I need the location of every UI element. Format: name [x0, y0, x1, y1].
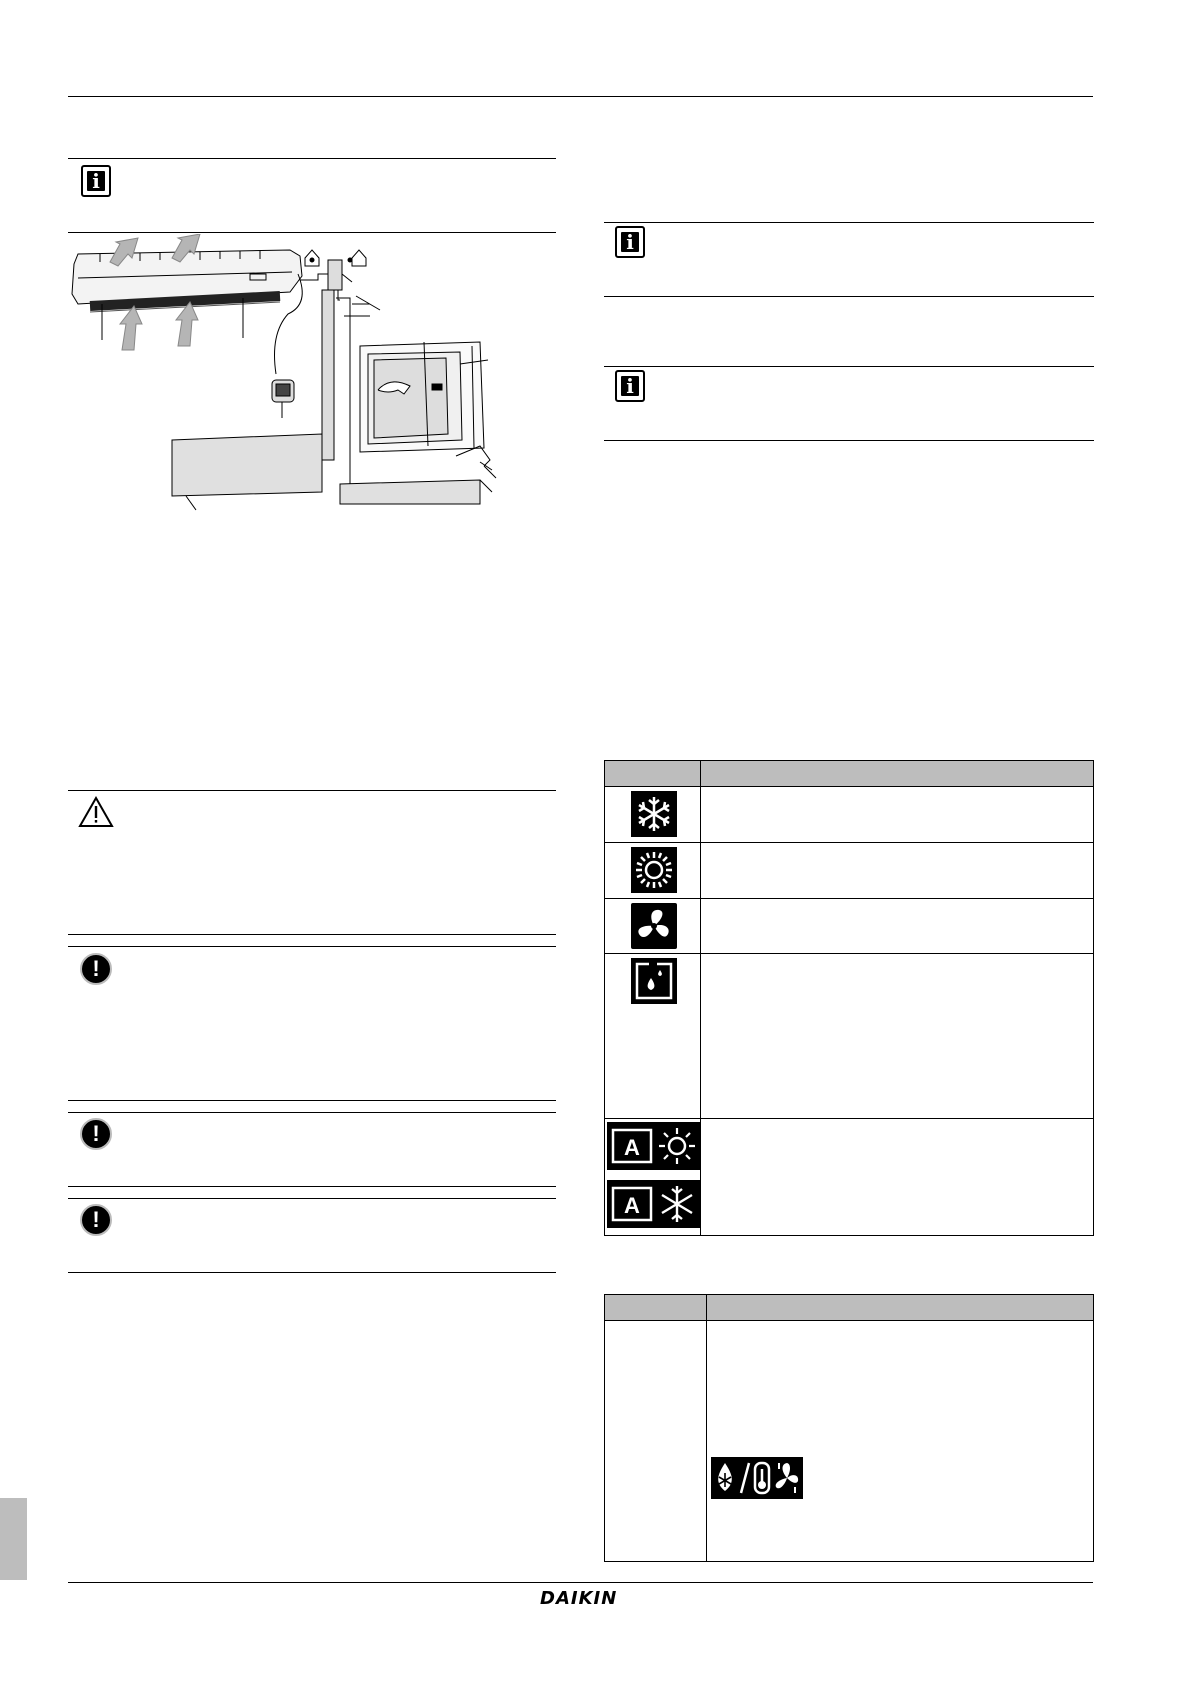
notice-icon: !: [80, 1118, 112, 1150]
caution-bottom-rule: [68, 934, 556, 935]
table-row: [604, 898, 1094, 899]
notice2-top-rule: [68, 1112, 556, 1113]
brand-logo: DAIKIN: [540, 1588, 618, 1609]
side-tab: [0, 1498, 27, 1580]
function-table-header-divider: [706, 1294, 707, 1321]
dry-temp-fan-icon: [711, 1457, 803, 1499]
dry-icon: [631, 958, 677, 1004]
sun-icon: [631, 847, 677, 893]
snowflake-icon: [631, 791, 677, 837]
notice2-bottom-rule: [68, 1186, 556, 1187]
notice3-top-rule: [68, 1198, 556, 1199]
installation-illustration: [60, 234, 550, 564]
function-table-header: [604, 1294, 1094, 1321]
caution-top-rule: [68, 790, 556, 791]
footer-rule: [68, 1582, 1093, 1583]
info-icon: i: [615, 370, 645, 402]
table-row: [604, 953, 1094, 954]
function-table-body: [604, 1320, 1094, 1562]
notice3-bottom-rule: [68, 1272, 556, 1273]
fan-icon: [631, 903, 677, 949]
info-note3-bottom-rule: [604, 440, 1094, 441]
table-row: [604, 842, 1094, 843]
notice1-bottom-rule: [68, 1100, 556, 1101]
notice1-top-rule: [68, 946, 556, 947]
svg-text:A: A: [624, 1135, 640, 1160]
auto-heat-icon: [607, 1122, 701, 1170]
info-note-bottom-rule: [68, 232, 556, 233]
notice-icon: !: [80, 953, 112, 985]
table-row: [604, 1118, 1094, 1119]
info-note3-top-rule: [604, 366, 1094, 367]
auto-cool-icon: [607, 1180, 701, 1228]
info-icon: i: [81, 165, 111, 197]
mode-table-header: [604, 760, 1094, 787]
function-table-column-divider: [706, 1320, 707, 1562]
mode-table-header-divider: [700, 760, 701, 787]
svg-text:A: A: [624, 1193, 640, 1218]
notice-icon: !: [80, 1204, 112, 1236]
info-note2-top-rule: [604, 222, 1094, 223]
warning-icon: [78, 796, 114, 828]
info-note2-bottom-rule: [604, 296, 1094, 297]
header-rule: [68, 96, 1093, 97]
info-note-top-rule: [68, 158, 556, 159]
info-icon: i: [615, 226, 645, 258]
